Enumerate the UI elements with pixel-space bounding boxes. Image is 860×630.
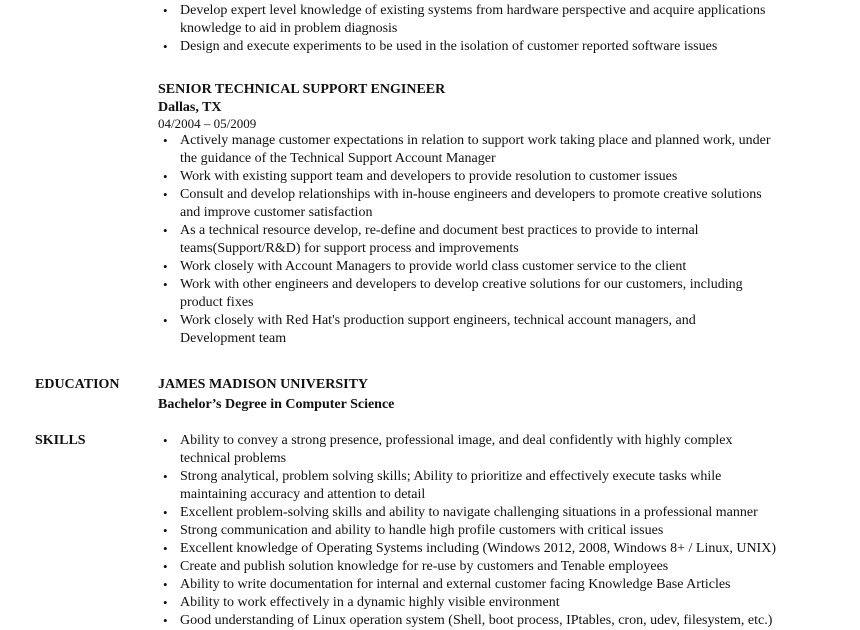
bullet-marker: • <box>163 559 168 574</box>
bullet-marker: • <box>163 505 168 520</box>
bullet-marker: • <box>163 313 168 328</box>
skill-line: Ability to write documentation for internal and external customer facing Knowledge Base Articles <box>180 577 731 592</box>
bullet-marker: • <box>163 613 168 628</box>
job-bullet-line: Work closely with Red Hat's production support engineers, technical account managers, and <box>180 313 696 328</box>
job-bullet-line: teams(Support/R&D) for support process and improvements <box>180 241 519 256</box>
prev-bullet-line: Design and execute experiments to be used in the isolation of customer reported software issues <box>180 39 718 54</box>
job-bullet-line: Work with existing support team and developers to provide resolution to customer issues <box>180 169 678 184</box>
skill-line: Strong communication and ability to handle high profile customers with critical issues <box>180 523 664 538</box>
job-bullet-line: the guidance of the Technical Support Account Manager <box>180 151 496 166</box>
job-bullet-line: Development team <box>180 331 287 346</box>
degree: Bachelor’s Degree in Computer Science <box>158 397 395 412</box>
skill-line: Ability to work effectively in a dynamic highly visible environment <box>180 595 560 610</box>
bullet-marker: • <box>163 259 168 274</box>
job-bullet-line: Work with other engineers and developers to develop creative solutions for our customers, including <box>180 277 743 292</box>
bullet-marker: • <box>163 541 168 556</box>
bullet-marker: • <box>163 577 168 592</box>
bullet-marker: • <box>163 523 168 538</box>
bullet-marker: • <box>163 595 168 610</box>
bullet-marker: • <box>163 469 168 484</box>
skill-line: Excellent problem-solving skills and ability to navigate challenging situations in a professional manner <box>180 505 758 520</box>
job-bullet-line: Work closely with Account Managers to provide world class customer service to the client <box>180 259 687 274</box>
job-dates: 04/2004 – 05/2009 <box>158 116 257 131</box>
skill-line: Ability to convey a strong presence, professional image, and deal confidently with highly complex <box>180 433 733 448</box>
prev-bullet-line: Develop expert level knowledge of existing systems from hardware perspective and acquire applications <box>180 3 766 18</box>
job-bullet-line: Consult and develop relationships with in-house engineers and developers to promote creative solutions <box>180 187 762 202</box>
job-bullet-line: product fixes <box>180 295 254 310</box>
skill-line: Good understanding of Linux operation system (Shell, boot process, IPtables, cron, udev, filesystem, etc.) <box>180 613 773 628</box>
bullet-marker: • <box>163 39 168 54</box>
bullet-marker: • <box>163 433 168 448</box>
skill-line: Create and publish solution knowledge for re-use by customers and Tenable employees <box>180 559 669 574</box>
education-heading: EDUCATION <box>35 377 120 392</box>
bullet-marker: • <box>163 169 168 184</box>
skill-line: Excellent knowledge of Operating Systems including (Windows 2012, 2008, Windows 8+ / Linux, UNIX) <box>180 541 776 556</box>
skill-line: Strong analytical, problem solving skills; Ability to prioritize and effectively execute tasks while <box>180 469 722 484</box>
bullet-marker: • <box>163 277 168 292</box>
job-location: Dallas, TX <box>158 100 222 115</box>
school-name: JAMES MADISON UNIVERSITY <box>158 377 369 392</box>
bullet-marker: • <box>163 3 168 18</box>
job-bullet-line: Actively manage customer expectations in relation to support work taking place and planned work, under <box>180 133 771 148</box>
prev-bullet-line: knowledge to aid in problem diagnosis <box>180 21 398 36</box>
skill-line: technical problems <box>180 451 287 466</box>
bullet-marker: • <box>163 187 168 202</box>
skills-heading: SKILLS <box>35 433 86 448</box>
bullet-marker: • <box>163 133 168 148</box>
skill-line: maintaining accuracy and attention to detail <box>180 487 426 502</box>
job-title: SENIOR TECHNICAL SUPPORT ENGINEER <box>158 82 446 97</box>
job-bullet-line: and improve customer satisfaction <box>180 205 373 220</box>
job-bullet-line: As a technical resource develop, re-define and document best practices to provide to internal <box>180 223 699 238</box>
bullet-marker: • <box>163 223 168 238</box>
